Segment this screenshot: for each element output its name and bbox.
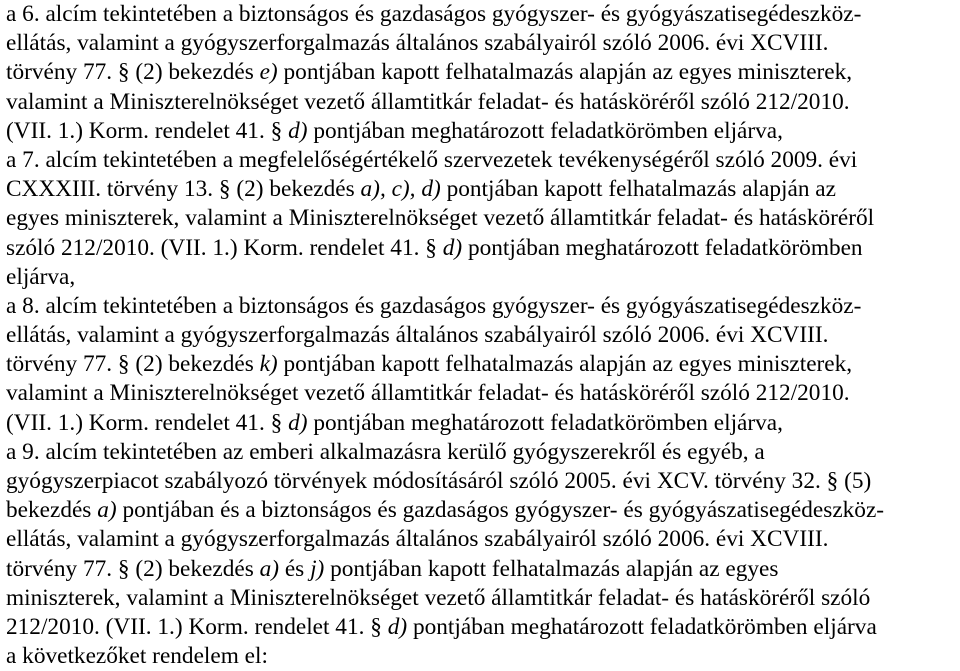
text-line <box>6 525 956 554</box>
text-line <box>6 584 956 613</box>
text-line <box>6 204 956 233</box>
text-segment: ellátás, valamint a gyógyszerforgalmazás általános szabályairól szóló 2006. évi XCVIII. <box>6 322 829 349</box>
text-segment: pontjában és a biztonságos és gazdaságos gyógyszer- és gyógyászatisegédeszköz- <box>116 497 885 524</box>
text-segment: (VII. 1.) Korm. rendelet 41. § <box>6 117 289 144</box>
italic-point-reference: e) <box>259 59 278 86</box>
text-segment: valamint a Miniszterelnökséget vezető államtitkár feladat- és hatásköréről szóló 212/2010. <box>6 380 850 407</box>
text-segment: 212/2010. (VII. 1.) Korm. rendelet 41. § <box>6 613 388 640</box>
text-segment: pontjában meghatározott feladatkörömben eljárva, <box>307 117 783 144</box>
italic-point-reference: d) <box>442 234 463 261</box>
text-line <box>6 379 956 408</box>
text-line <box>6 496 956 525</box>
text-line <box>6 467 956 496</box>
text-line <box>6 0 956 29</box>
italic-point-reference: d) <box>288 409 308 436</box>
text-line <box>6 292 956 321</box>
text-line <box>6 613 956 642</box>
text-segment: pontjában meghatározott feladatkörömben eljárva <box>407 613 877 640</box>
text-line <box>6 175 956 204</box>
text-line <box>6 642 956 671</box>
document-body <box>6 0 956 671</box>
text-segment: miniszterek, valamint a Miniszterelnökséget vezető államtitkár feladat- és hatásköréről szóló <box>6 584 871 611</box>
text-segment: a következőket rendelem el: <box>6 643 268 670</box>
text-line <box>6 117 956 146</box>
text-segment: pontjában meghatározott feladatkörömben eljárva, <box>307 409 783 436</box>
text-line <box>6 438 956 467</box>
text-segment: a 8. alcím tekintetében a biztonságos és gazdaságos gyógyszer- és gyógyászatisegédeszköz- <box>6 292 862 319</box>
text-line <box>6 409 956 438</box>
text-segment: a 6. alcím tekintetében a biztonságos és gazdaságos gyógyszer- és gyógyászatisegédeszköz- <box>6 1 862 27</box>
text-segment: valamint a Miniszterelnökséget vezető államtitkár feladat- és hatásköréről szóló 212/2010. <box>6 88 850 115</box>
text-segment: (VII. 1.) Korm. rendelet 41. § <box>6 409 289 436</box>
text-segment: eljárva, <box>6 263 76 290</box>
text-segment: a 9. alcím tekintetében az emberi alkalmazásra kerülő gyógyszerekről és egyéb, a <box>6 438 765 465</box>
italic-point-reference: j) <box>310 555 325 582</box>
text-line <box>6 350 956 379</box>
italic-point-reference: a) <box>259 555 280 582</box>
text-line <box>6 88 956 117</box>
italic-point-reference: d) <box>288 117 308 144</box>
text-segment: és <box>279 555 311 582</box>
text-segment: törvény 77. § (2) bekezdés <box>6 351 260 378</box>
text-segment: egyes miniszterek, valamint a Miniszterelnökséget vezető államtitkár feladat- és hatásköréről <box>6 205 875 232</box>
text-segment: pontjában meghatározott feladatkörömben <box>462 234 863 261</box>
text-line <box>6 29 956 58</box>
text-line <box>6 146 956 175</box>
text-segment: ellátás, valamint a gyógyszerforgalmazás általános szabályairól szóló 2006. évi XCVIII. <box>6 526 829 553</box>
text-line <box>6 234 956 263</box>
text-segment: törvény 77. § (2) bekezdés <box>6 59 260 86</box>
text-segment: szóló 212/2010. (VII. 1.) Korm. rendelet 41. § <box>6 234 443 261</box>
text-segment: bekezdés <box>6 497 98 524</box>
italic-point-reference: d) <box>387 613 408 640</box>
text-segment: pontjában kapott felhatalmazás alapján az <box>440 176 836 203</box>
italic-point-reference: k) <box>259 351 278 378</box>
text-segment: a 7. alcím tekintetében a megfelelőségértékelő szervezetek tevékenységéről szóló 2009. évi <box>6 146 858 173</box>
text-line <box>6 321 956 350</box>
text-line <box>6 263 956 292</box>
text-segment: pontjában kapott felhatalmazás alapján az egyes miniszterek, <box>277 351 853 378</box>
text-segment: ellátás, valamint a gyógyszerforgalmazás általános szabályairól szóló 2006. évi XCVIII. <box>6 30 829 57</box>
text-segment: pontjában kapott felhatalmazás alapján az egyes <box>324 555 779 582</box>
text-segment: törvény 77. § (2) bekezdés <box>6 555 260 582</box>
text-segment: pontjában kapott felhatalmazás alapján az egyes miniszterek, <box>277 59 853 86</box>
italic-point-reference: a), c), d) <box>360 176 441 203</box>
text-segment: gyógyszerpiacot szabályozó törvények módosításáról szóló 2005. évi XCV. törvény 32. § (5) <box>6 468 872 494</box>
text-line <box>6 58 956 87</box>
text-segment: CXXXIII. törvény 13. § (2) bekezdés <box>6 176 361 203</box>
italic-point-reference: a) <box>97 497 117 524</box>
text-line <box>6 555 956 584</box>
